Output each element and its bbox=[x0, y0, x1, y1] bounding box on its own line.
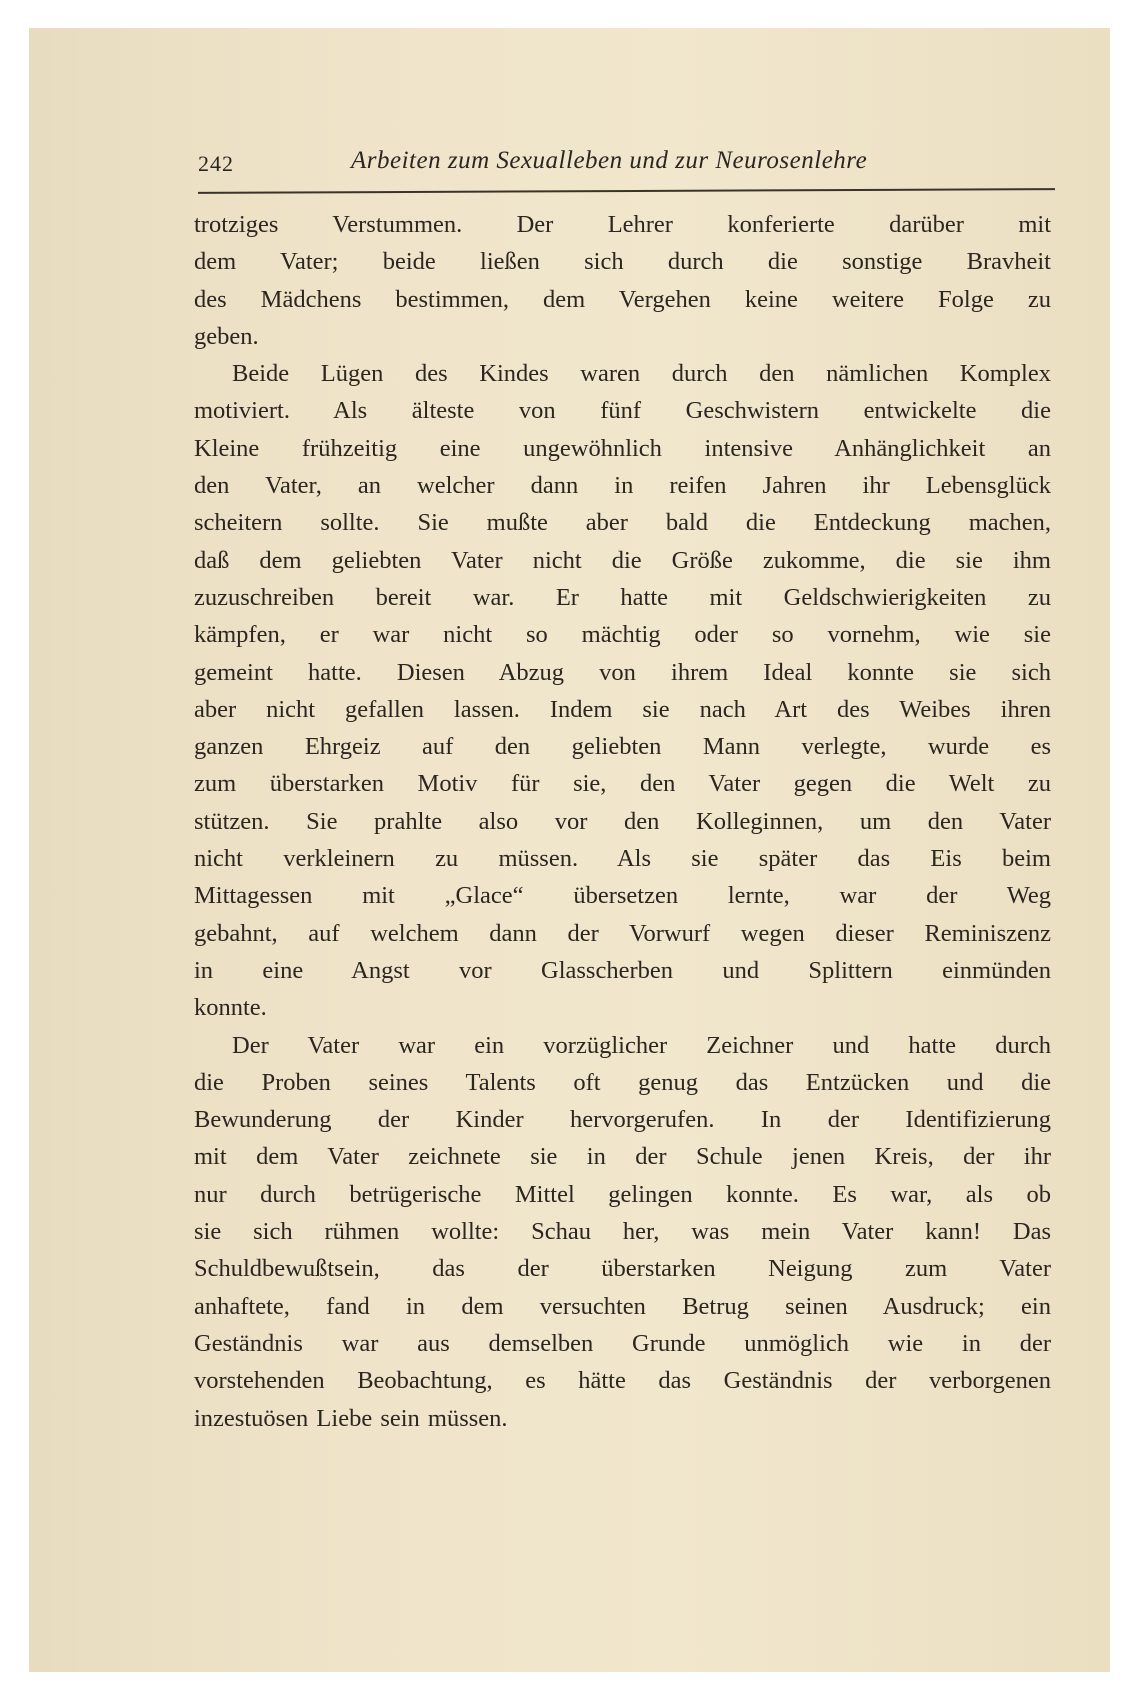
text-line: stützen. Sie prahlte also vor den Kolleginnen, um den Vater bbox=[194, 807, 1051, 835]
text-line: Schuldbewußtsein, das der überstarken Neigung zum Vater bbox=[194, 1255, 1051, 1283]
text-line: in eine Angst vor Glasscherben und Splittern einmünden bbox=[194, 956, 1051, 984]
text-line: anhaftete, fand in dem versuchten Betrug seinen Ausdruck; ein bbox=[194, 1292, 1051, 1320]
text-line: nicht verkleinern zu müssen. Als sie später das Eis beim bbox=[194, 845, 1051, 873]
text-line: inzestuösen Liebe sein müssen. bbox=[194, 1404, 508, 1432]
text-line: Geständnis war aus demselben Grunde unmöglich wie in der bbox=[194, 1329, 1051, 1357]
text-line: geben. bbox=[194, 322, 259, 350]
text-line: zum überstarken Motiv für sie, den Vater gegen die Welt zu bbox=[194, 770, 1051, 798]
text-line: sie sich rühmen wollte: Schau her, was mein Vater kann! Das bbox=[194, 1218, 1051, 1246]
text-line: Kleine frühzeitig eine ungewöhnlich intensive Anhänglichkeit an bbox=[194, 434, 1051, 462]
page-number: 242 bbox=[198, 151, 234, 176]
text-line: dem Vater; beide ließen sich durch die sonstige Bravheit bbox=[194, 248, 1051, 276]
text-line: konnte. bbox=[194, 994, 267, 1022]
text-line: gemeint hatte. Diesen Abzug von ihrem Ideal konnte sie sich bbox=[194, 658, 1051, 686]
text-line: gebahnt, auf welchem dann der Vorwurf wegen dieser Reminiszenz bbox=[194, 919, 1051, 947]
text-line: Mittagessen mit „Glace“ übersetzen lernte, war der Weg bbox=[194, 882, 1051, 910]
text-line: nur durch betrügerische Mittel gelingen konnte. Es war, als ob bbox=[194, 1180, 1051, 1208]
text-line: Der Vater war ein vorzüglicher Zeichner und hatte durch bbox=[232, 1031, 1051, 1059]
text-line: Bewunderung der Kinder hervorgerufen. In der Identifizierung bbox=[194, 1106, 1051, 1134]
text-line: ganzen Ehrgeiz auf den geliebten Mann verlegte, wurde es bbox=[194, 733, 1051, 761]
text-line: Beide Lügen des Kindes waren durch den nämlichen Komplex bbox=[232, 360, 1051, 388]
text-line: scheitern sollte. Sie mußte aber bald die Entdeckung machen, bbox=[194, 509, 1051, 537]
text-line: motiviert. Als älteste von fünf Geschwistern entwickelte die bbox=[194, 397, 1051, 425]
text-line: des Mädchens bestimmen, dem Vergehen keine weitere Folge zu bbox=[194, 285, 1051, 313]
body-text bbox=[194, 206, 1051, 1437]
text-line: mit dem Vater zeichnete sie in der Schule jenen Kreis, der ihr bbox=[194, 1143, 1051, 1171]
running-title: Arbeiten zum Sexualleben und zur Neurosenlehre bbox=[351, 147, 868, 174]
text-line: kämpfen, er war nicht so mächtig oder so vornehm, wie sie bbox=[194, 621, 1051, 649]
text-line: daß dem geliebten Vater nicht die Größe zukomme, die sie ihm bbox=[194, 546, 1051, 574]
text-line: die Proben seines Talents oft genug das Entzücken und die bbox=[194, 1068, 1051, 1096]
header-rule bbox=[198, 188, 1055, 194]
text-line: zuzuschreiben bereit war. Er hatte mit Geldschwierigkeiten zu bbox=[194, 583, 1051, 611]
text-line: vorstehenden Beobachtung, es hätte das Geständnis der verborgenen bbox=[194, 1367, 1051, 1395]
book-page bbox=[29, 28, 1110, 1672]
text-line: aber nicht gefallen lassen. Indem sie nach Art des Weibes ihren bbox=[194, 695, 1051, 723]
text-line: den Vater, an welcher dann in reifen Jahren ihr Lebensglück bbox=[194, 472, 1051, 500]
text-line: trotziges Verstummen. Der Lehrer konferierte darüber mit bbox=[194, 211, 1051, 238]
